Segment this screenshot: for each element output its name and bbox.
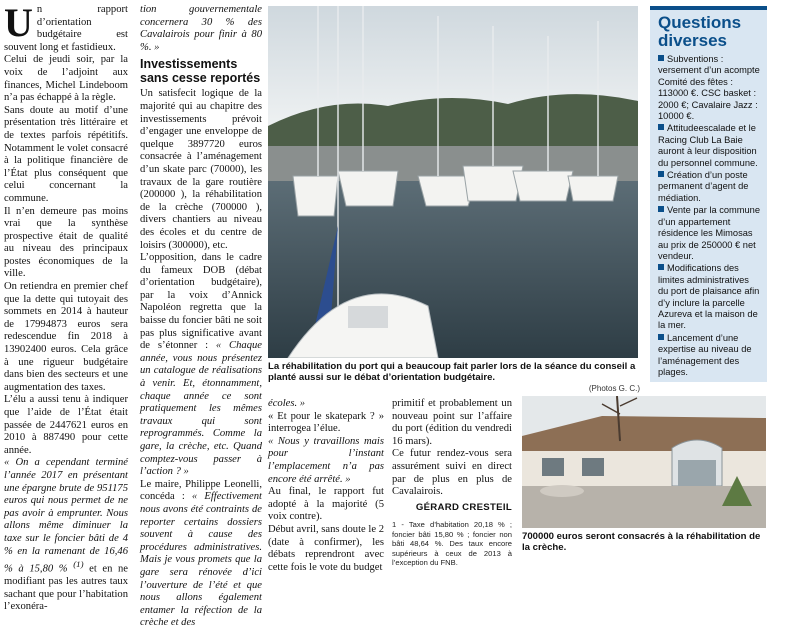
author-byline: GÉRARD CRESTEIL	[415, 501, 512, 513]
sidebar-item	[658, 170, 761, 204]
harbour-photo	[268, 6, 638, 358]
quote-tail: et en ne modifiant pas les autres taux sachant que pour l’habitation l’exonéra-	[4, 563, 128, 613]
creche-photo-illustration	[522, 396, 766, 528]
creche-photo	[522, 396, 766, 528]
article-column-4	[392, 398, 512, 567]
paragraph-text: L’opposition, dans le cadre du fameux DOB (débat d’orientation budgétaire), par la voix d’Annick Napoléon regretta que la baisse du foncier bâti ne soit pas plus significative avant de s’étonner :	[140, 252, 262, 352]
footnote-reference: (1)	[73, 559, 84, 570]
article-paragraph	[140, 479, 262, 630]
sidebar-list	[650, 54, 767, 378]
questions-sidebar	[650, 6, 767, 382]
sidebar-item	[658, 263, 761, 331]
drop-cap: U	[4, 0, 33, 45]
article-paragraph: Début avril, sans doute le 2 (date à confirmer), les débats reprendront avec cette fois le vote du budget	[268, 523, 384, 573]
sidebar-item-text: Lancement d’une expertise au niveau de l’aménagement des plages.	[658, 332, 752, 377]
footnote: 1 - Taxe d’habitation 20,18 % ; foncier bâti 15,80 % ; foncier non bâti 48,64 %. Des taux encore supérieurs à ceux de 2013 à l’exception du FNB.	[392, 520, 512, 567]
subheading: Investissements sans cesse reportés	[140, 57, 261, 85]
paragraph-text: Le maire, Philippe Leonelli, concéda :	[140, 478, 262, 503]
square-bullet-icon	[658, 171, 664, 177]
sidebar-item-text: Attitudeescalade et le Racing Club La Baie auront à leur disposition du personnel commune.	[658, 123, 758, 168]
intro-paragraph: n rapport d’orientation budgétaire est souvent long et fastidieux.	[4, 4, 128, 53]
quote-paragraph: « Nous y travaillons mais pour l’instant l’emplacement n’a pas encore été arrêté. »	[268, 435, 384, 485]
sidebar-item-text: Subventions : versement d’un acompte Comité des fêtes : 113000 €. CSC basket : 2000 €; Cavalaire Jazz : 10000 €.	[658, 54, 760, 122]
square-bullet-icon	[658, 334, 664, 340]
sidebar-item	[658, 123, 761, 169]
quote-paragraph	[4, 457, 128, 614]
harbour-photo-caption: La réhabilitation du port qui a beaucoup fait parler lors de la séance du conseil a planté aussi sur le débat d’orientation budgétaire.	[268, 361, 636, 384]
article-paragraph: L’élu a aussi tenu à indiquer que l’aide de l’État était passée de 2447621 euros en 2010 à 887490 pour cette année.	[4, 394, 128, 456]
article-paragraph: Au final, le rapport fut adopté à la majorité (5 voix contre).	[268, 486, 384, 523]
article-paragraph: « Et pour le skatepark ? » interrogea l’élue.	[268, 410, 384, 435]
harbour-photo-illustration	[268, 6, 638, 358]
opposition-quote: « Chaque année, vous nous présentez un catalogue de réalisations à venir. Et, étonnamment, chaque année ce sont pratiquement les mêmes travaux qui sont reprogrammés. Comme la gare, la crèche, etc. Quand comptez-vous passer à l’action ? »	[140, 340, 262, 478]
article-paragraph: primitif et probablement un nouveau point sur l’affaire du port (édition du vendredi 16 mars).	[392, 398, 512, 447]
sidebar-item-text: Modifications des limites administratives du port de plaisance afin d’y inclure la parcelle Azureva et la maison de la mer.	[658, 263, 760, 331]
article-paragraph: On retiendra en premier chef que la dette qui tutoyait des sommets en 2014 à hauteur de 17994873 euros sera redescendue fin 2018 à 13902400 euros. Cela grâce à une rigueur budgétaire dans bien des secteurs et une augmentation des taxes.	[4, 281, 128, 393]
sidebar-item-text: Création d’un poste permanent d’agent de médiation.	[658, 170, 749, 203]
article-paragraph: Il n’en demeure pas moins vrai que la synthèse prospective était de qualité au niveau des principaux postes économiques de la ville.	[4, 205, 128, 280]
square-bullet-icon	[658, 206, 664, 212]
sidebar-item	[658, 54, 761, 122]
sidebar-title: Questions diverses	[658, 13, 742, 50]
mayor-quote: « Effectivement nous avons été contraints de reporter certains dossiers souvent à cause des procédures administratives. Mais je vous promets que la gare sera rénovée d’ici l’ouverture de l’été et que nous allons également entamer la réfection de la crèche et des	[140, 491, 262, 629]
sidebar-item-text: Vente par la commune d’un appartement résidence les Mimosas au prix de 250000 € net vendeur.	[658, 205, 761, 261]
square-bullet-icon	[658, 264, 664, 270]
square-bullet-icon	[658, 55, 664, 61]
quote-continuation: écoles. »	[268, 398, 306, 409]
sidebar-item	[658, 205, 761, 262]
article-paragraph: Sans doute au motif d’une présentation très littéraire et de textes parfois répétitifs. Notamment le volet consacré à la politique financière de l’État plus conséquent que celui concernant la commune.	[4, 104, 128, 204]
article-column-3	[268, 398, 384, 574]
article-paragraph: Celui de jeudi soir, par la voix de l’adjoint aux finances, Michel Lindeboom n’a pas échappé à la règle.	[4, 54, 128, 104]
square-bullet-icon	[658, 124, 664, 130]
article-paragraph	[140, 252, 262, 479]
article-paragraph: Ce futur rendez-vous sera assurément suivi en direct par de plus en plus de Cavalairois.	[392, 448, 512, 498]
sidebar-item	[658, 333, 761, 379]
photo-credit: (Photos G. C.)	[588, 384, 640, 393]
article-column-2	[140, 4, 262, 630]
creche-photo-caption: 700000 euros seront consacrés à la réhabilitation de la crèche.	[522, 531, 761, 554]
article-paragraph: Un satisfecit logique de la majorité qui au chapitre des investissements prévoit d’engager une enveloppe de quelque 3897720 euros consacrée à l’aménagement d’un skate parc (70000), les travaux de la gare routière (200000 ), la réhabilitation de la crèche (700000 ), divers chantiers au niveau des écoles et du centre de loisirs (300000), etc.	[140, 88, 262, 251]
quote-continuation: tion gouvernementale concernera 30 % des Cavalairois pour finir à 80 %. »	[140, 4, 262, 53]
quote-text: « On a cependant terminé l’année 2017 en présentant une épargne brute de 951175 euros qui nous permet de ne pas avoir à emprunter. Nous allons même diminuer la taxe sur le foncier bâti de 4 % en la ramenant de 16,46 % à 15,80 %	[4, 457, 128, 575]
article-column-1	[4, 0, 128, 614]
